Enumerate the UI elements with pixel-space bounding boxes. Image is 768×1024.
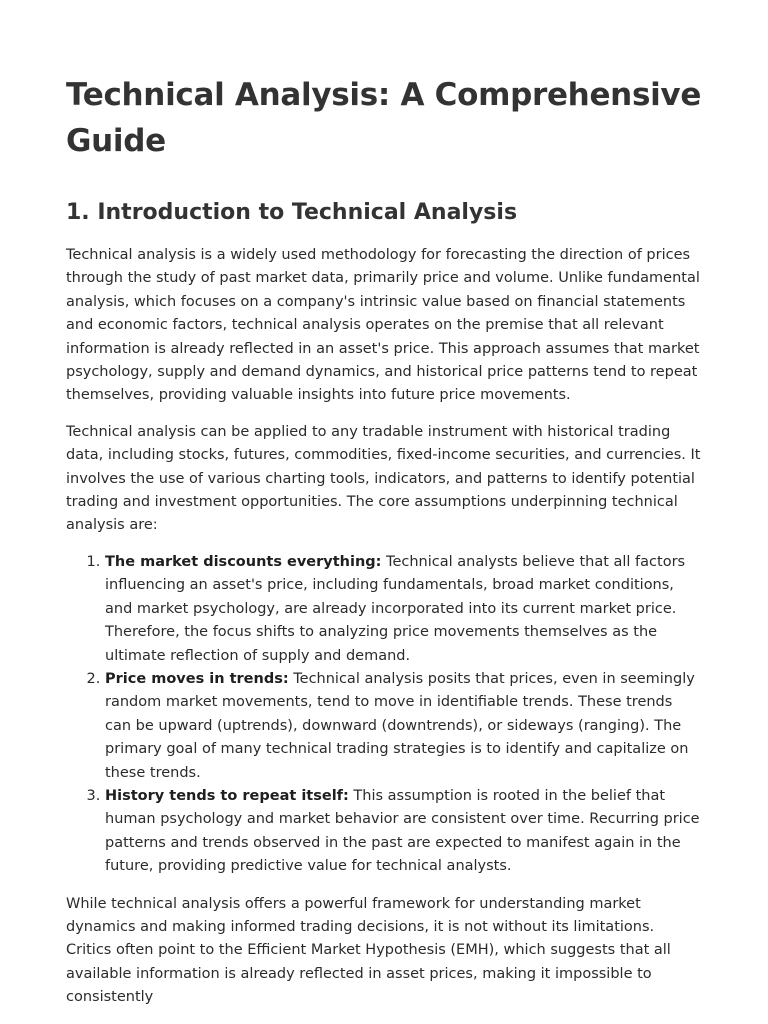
assumptions-intro-paragraph: Technical analysis can be applied to any tradable instrument with historical trading data, including stocks, futures, commodities, fixed-income securities, and currencies. It involves the use of various charting tools, indicators, and patterns to identify potential trading and investment opportunities. The core assumptions underpinning technical analysis are: (66, 423, 701, 534)
document-title: Technical Analysis: A Comprehensive Guide (66, 77, 702, 159)
assumptions-list (66, 551, 702, 879)
section-heading: 1. Introduction to Technical Analysis (66, 200, 518, 225)
list-item-term: Price moves in trends: (105, 670, 289, 687)
list-item-text: Technical analysis posits that prices, even in seemingly random market movements, tend to move in identifiable trends. These trends can be upward (uptrends), downward (downtrends), or sideways (ranging). The primary goal of many technical trading strategies is to identify and capitalize on these trends. (105, 670, 695, 781)
list-item-text: This assumption is rooted in the belief that human psychology and market behavior are consistent over time. Recurring price patterns and trends observed in the past are expected to manifest again in the future, providing predictive value for technical analysts. (105, 787, 700, 875)
list-item (105, 785, 702, 879)
list-item (105, 551, 702, 668)
intro-paragraph: Technical analysis is a widely used methodology for forecasting the direction of prices through the study of past market data, primarily price and volume. Unlike fundamental analysis, which focuses on a company's intrinsic value based on financial statements and economic factors, technical analysis operates on the premise that all relevant information is already reflected in an asset's price. This approach assumes that market psychology, supply and demand dynamics, and historical price patterns tend to repeat themselves, providing valuable insights into future price movements. (66, 247, 700, 404)
closing-paragraph: While technical analysis offers a powerful framework for understanding market dynamics and making informed trading decisions, it is not without its limitations. Critics often point to the Efficient Market Hypothesis (EMH), which suggests that all available information is already reflected in asset prices, making it impossible to consistently (66, 895, 671, 1006)
list-item (105, 668, 702, 785)
list-item-term: History tends to repeat itself: (105, 787, 349, 804)
list-item-text: Technical analysts believe that all factors influencing an asset's price, including fundamentals, broad market conditions, and market psychology, are already incorporated into its current market price. Therefore, the focus shifts to analyzing price movements themselves as the ultimate reflection of supply and demand. (105, 553, 686, 664)
list-item-term: The market discounts everything: (105, 553, 382, 570)
